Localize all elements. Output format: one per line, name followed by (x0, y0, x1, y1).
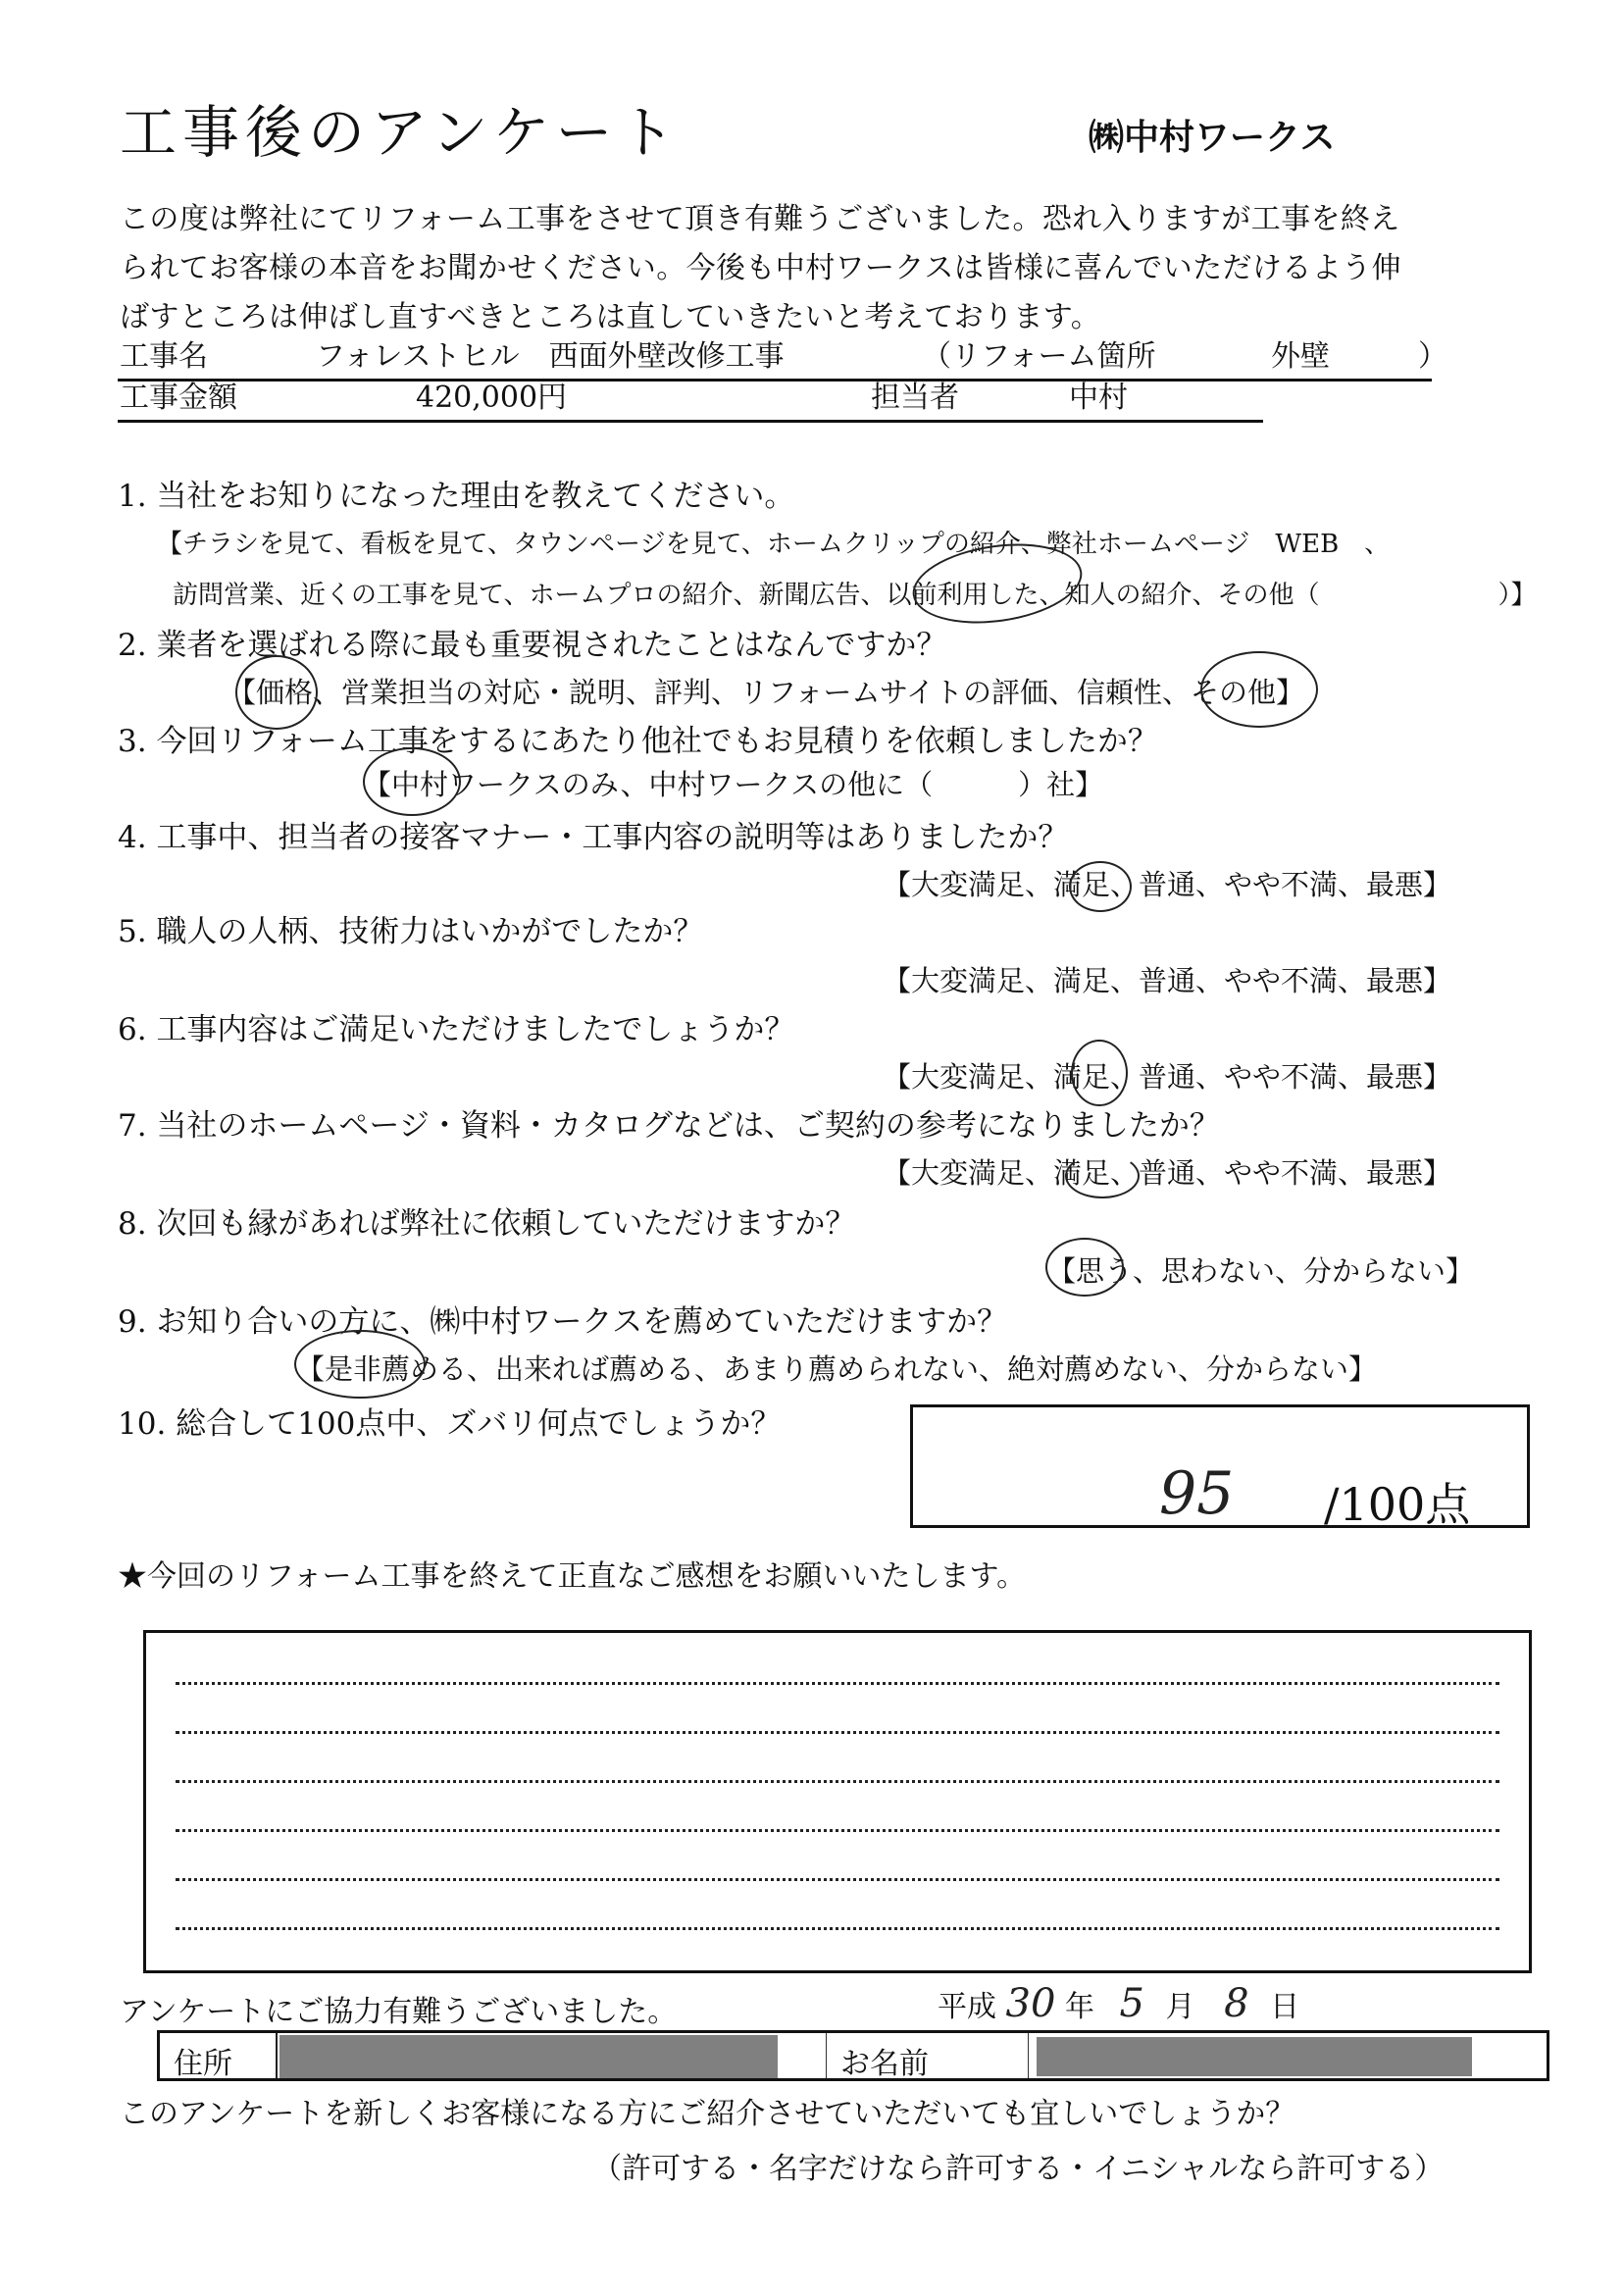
contact-table (157, 2030, 1549, 2081)
q6-options[interactable]: 【大変満足、満足、普通、やや不満、最悪】 (883, 1060, 1452, 1094)
amount-label: 工事金額 (120, 381, 237, 415)
q4-options[interactable]: 【大変満足、満足、普通、やや不満、最悪】 (883, 868, 1452, 901)
date-era: 平成 (938, 1990, 996, 2024)
date-month[interactable]: 5 (1119, 1981, 1144, 2026)
date-month-unit: 月 (1165, 1990, 1195, 2024)
question-text: 業者を選ばれる際に最も重要視されたことはなんですか？ (156, 628, 947, 663)
permission-options[interactable]: （許可する・名字だけなら許可する・イニシャルなら許可する） (592, 2152, 1445, 2186)
name-label: お名前 (827, 2033, 1029, 2078)
question-number: 2. (118, 628, 147, 663)
question-3 (118, 716, 1158, 760)
question-text: 当社をお知りになった理由を教えてください。 (156, 479, 795, 514)
project-name-label: 工事名 (120, 339, 208, 374)
question-8 (118, 1198, 855, 1243)
question-text: 今回リフォーム工事をするにあたり他社でもお見積りを依頼しましたか？ (156, 724, 1158, 759)
question-number: 10. (118, 1406, 167, 1442)
name-field[interactable] (1029, 2033, 1547, 2078)
survey-title: 工事後のアンケート (120, 99, 682, 166)
comment-line[interactable] (176, 1927, 1499, 1930)
question-2 (118, 620, 946, 664)
question-text: 当社のホームページ・資料・カタログなどは、ご契約の参考になりましたか？ (156, 1108, 1220, 1144)
q3-options[interactable]: 【中村ワークスのみ、中村ワークスの他に（ ）社】 (363, 768, 1104, 801)
address-redaction (279, 2035, 778, 2078)
question-text: 工事中、担当者の接客マナー・工事内容の説明等はありましたか？ (156, 820, 1069, 855)
address-label: 住所 (160, 2033, 278, 2078)
question-number: 7. (118, 1108, 147, 1144)
question-text: 職人の人柄、技術力はいかがでしたか？ (156, 914, 704, 949)
reform-location-label: （リフォーム箇所 (922, 339, 1156, 374)
question-number: 6. (118, 1012, 147, 1047)
comment-line[interactable] (176, 1682, 1499, 1685)
permission-question: このアンケートを新しくお客様になる方にご紹介させていただいても宜しいでしょうか？ (120, 2097, 1295, 2131)
comment-line[interactable] (176, 1731, 1499, 1734)
q2-options[interactable]: 【価格、営業担当の対応・説明、評判、リフォームサイトの評価、信頼性、その他】 (228, 676, 1304, 709)
amount-underline (118, 420, 1263, 423)
question-10 (118, 1399, 781, 1443)
address-field[interactable] (278, 2033, 827, 2078)
question-text: お知り合いの方に、㈱中村ワークスを薦めていただけますか？ (156, 1304, 1008, 1340)
question-5 (118, 906, 703, 950)
date-day[interactable]: 8 (1224, 1981, 1249, 2026)
question-text: 次回も縁があれば弊社に依頼していただけますか？ (156, 1206, 856, 1242)
q7-options[interactable]: 【大変満足、満足、普通、やや不満、最悪】 (883, 1156, 1452, 1190)
q9-options[interactable]: 【是非薦める、出来れば薦める、あまり薦められない、絶対薦めない、分からない】 (296, 1352, 1378, 1386)
question-1 (118, 471, 794, 515)
comment-line[interactable] (176, 1878, 1499, 1881)
question-number: 8. (118, 1206, 147, 1242)
staff-value[interactable]: 中村 (1069, 381, 1128, 415)
intro-line-1: この度は弊社にてリフォーム工事をさせて頂き有難うございました。恐れ入りますが工事を終え (120, 202, 1400, 236)
reform-location-value[interactable]: 外壁 (1271, 339, 1330, 374)
q1-options-line-1[interactable]: 【チラシを見て、看板を見て、タウンページを見て、ホームクリップの紹介、弊社ホームページ WEB 、 (157, 530, 1391, 559)
name-redaction (1037, 2037, 1472, 2076)
thanks-message: アンケートにご協力有難うございました。 (120, 1995, 678, 2029)
date-day-unit: 日 (1270, 1990, 1300, 2024)
question-number: 9. (118, 1304, 147, 1340)
score-max: /100点 (1324, 1478, 1471, 1531)
question-4 (118, 812, 1068, 856)
intro-line-2: られてお客様の本音をお聞かせください。今後も中村ワークスは皆様に喜んでいただけるよう伸 (120, 251, 1401, 285)
question-number: 4. (118, 820, 147, 855)
company-name: ㈱中村ワークス (1089, 118, 1336, 158)
comment-line[interactable] (176, 1829, 1499, 1832)
intro-line-3: ばすところは伸ばし直すべきところは直していきたいと考えております。 (120, 300, 1101, 334)
question-number: 5. (118, 914, 147, 949)
comments-prompt: ★今回のリフォーム工事を終えて正直なご感想をお願いいたします。 (118, 1559, 1027, 1594)
score-value[interactable]: 95 (1159, 1459, 1235, 1528)
question-text: 工事内容はご満足いただけましたでしょうか？ (156, 1012, 795, 1047)
comment-line[interactable] (176, 1780, 1499, 1783)
amount-value[interactable]: 420,000円 (416, 381, 568, 415)
reform-location-close: ） (1418, 339, 1447, 374)
question-number: 3. (118, 724, 147, 759)
question-6 (118, 1004, 794, 1048)
q5-options[interactable]: 【大変満足、満足、普通、やや不満、最悪】 (883, 964, 1452, 997)
project-name-value[interactable]: フォレストヒル 西面外壁改修工事 (316, 339, 785, 374)
q8-options[interactable]: 【思う、思わない、分からない】 (1047, 1254, 1475, 1288)
question-text: 総合して100点中、ズバリ何点でしょうか？ (176, 1406, 782, 1442)
question-9 (118, 1297, 1007, 1341)
date-field[interactable] (938, 1981, 1299, 2026)
question-7 (118, 1100, 1220, 1145)
question-number: 1. (118, 479, 147, 514)
staff-label: 担当者 (871, 381, 959, 415)
date-year[interactable]: 30 (1005, 1981, 1056, 2026)
comments-box[interactable] (143, 1630, 1532, 1973)
q1-options-line-2[interactable]: 訪問営業、近くの工事を見て、ホームプロの紹介、新聞広告、以前利用した、知人の紹介、その他（ ）】 (173, 581, 1537, 610)
date-year-unit: 年 (1065, 1990, 1094, 2024)
project-name-underline (118, 379, 1432, 382)
